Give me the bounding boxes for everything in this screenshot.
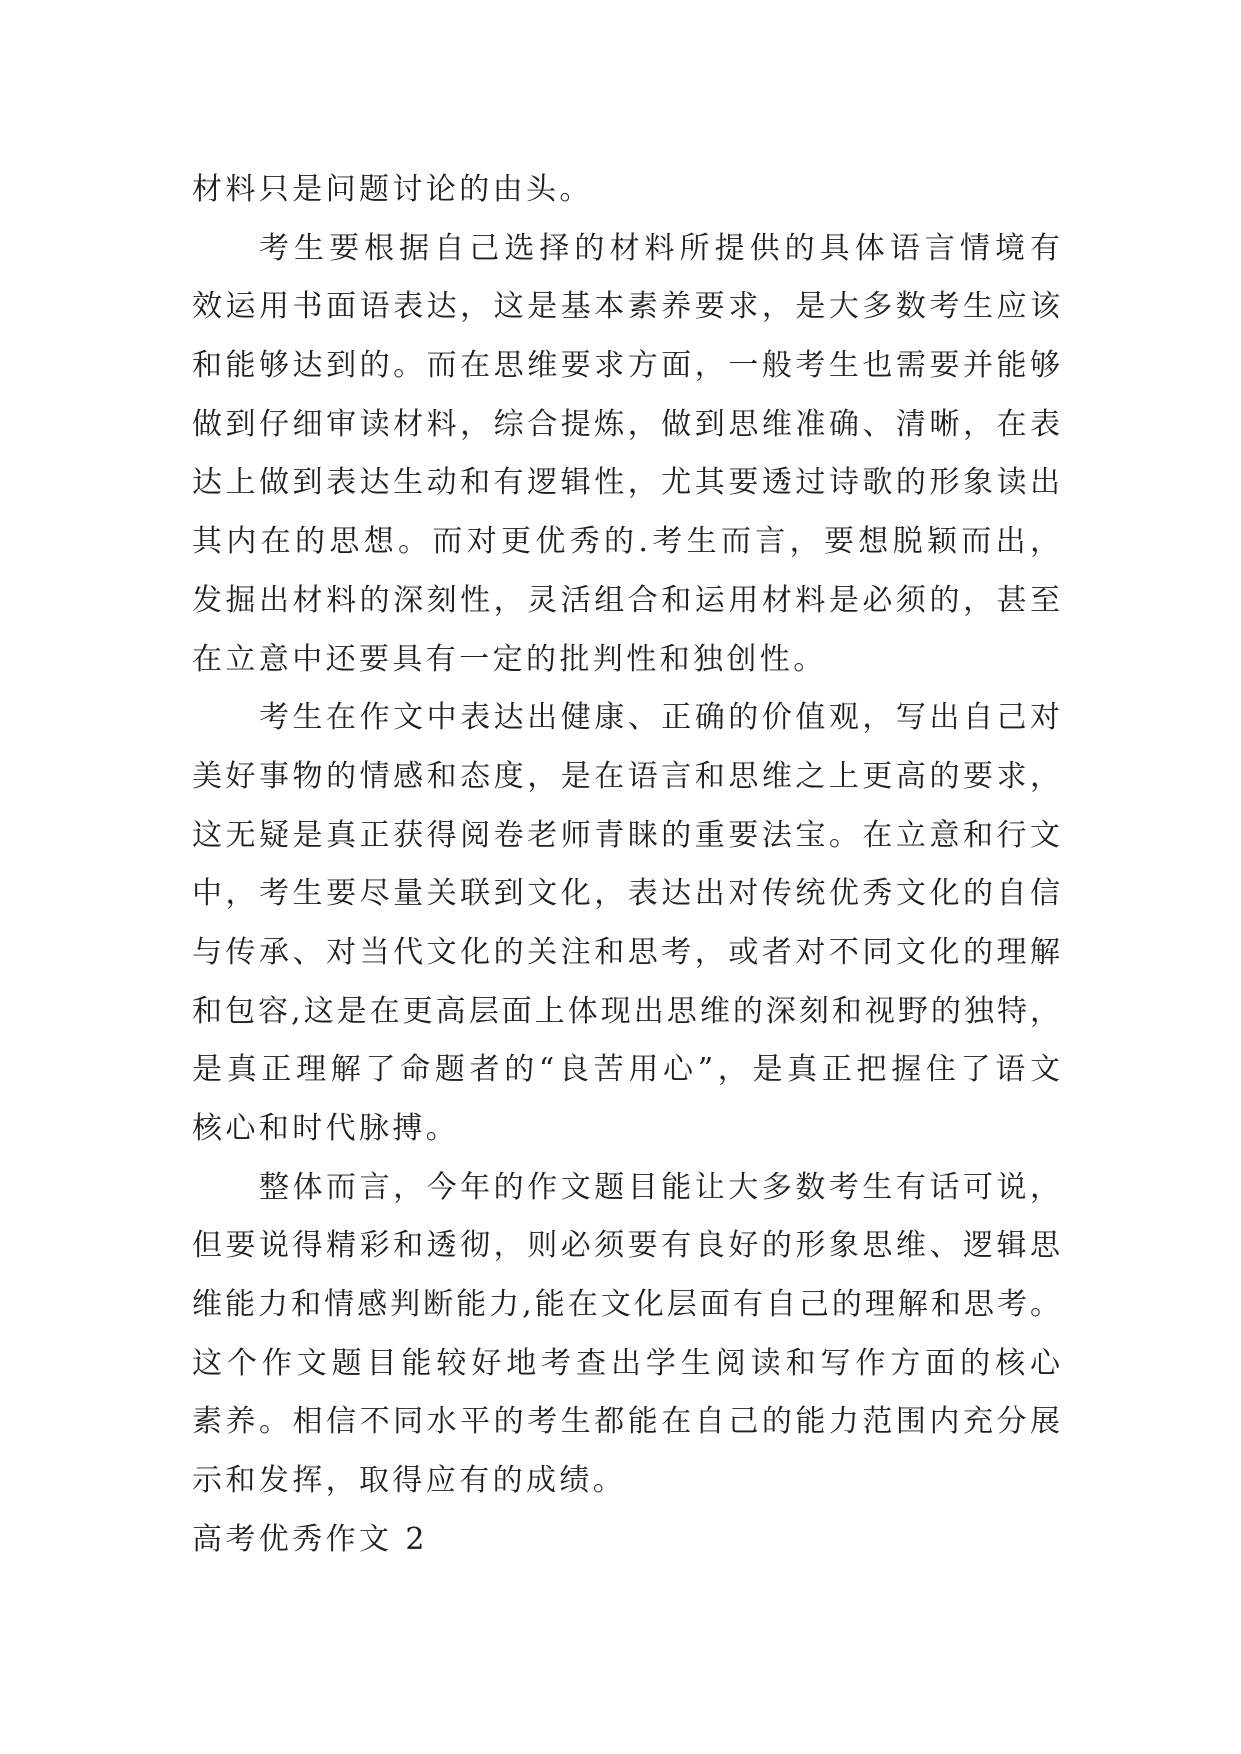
text-line: 效运用书面语表达，这是基本素养要求，是大多数考生应该 <box>192 289 1060 325</box>
paragraph-container <box>192 220 1060 1511</box>
text-line: 这无疑是真正获得阅卷老师青睐的重要法宝。在立意和行文 <box>192 817 1060 853</box>
text-line: 达上做到表达生动和有逻辑性，尤其要透过诗歌的形象读出 <box>192 465 1060 501</box>
text-line: 中，考生要尽量关联到文化，表达出对传统优秀文化的自信 <box>192 876 1060 912</box>
continuation-line: 材料只是问题讨论的由头。 <box>192 172 593 207</box>
text-line: 发掘出材料的深刻性，灵活组合和运用材料是必须的，甚至 <box>192 582 1060 618</box>
paragraph <box>192 689 1060 1159</box>
text-line: 其内在的思想。而对更优秀的.考生而言，要想脱颖而出， <box>192 524 1060 560</box>
text-line: 与传承、对当代文化的关注和思考，或者对不同文化的理解 <box>192 934 1060 970</box>
text-line: 核心和时代脉搏。 <box>192 1111 460 1146</box>
paragraph-first-line: 整体而言，今年的作文题目能让大多数考生有话可说， <box>259 1169 1060 1205</box>
text-line: 维能力和情感判断能力,能在文化层面有自己的理解和思考。 <box>192 1287 1060 1323</box>
text-line: 做到仔细审读材料，综合提炼，做到思维准确、清晰，在表 <box>192 406 1060 442</box>
text-line: 素养。相信不同水平的考生都能在自己的能力范围内充分展 <box>192 1404 1060 1440</box>
text-line: 但要说得精彩和透彻，则必须要有良好的形象思维、逻辑思 <box>192 1228 1060 1264</box>
paragraph <box>192 220 1060 690</box>
text-line: 这个作文题目能较好地考查出学生阅读和写作方面的核心 <box>192 1345 1060 1381</box>
text-line: 和包容,这是在更高层面上体现出思维的深刻和视野的独特， <box>192 993 1060 1029</box>
text-line: 在立意中还要具有一定的批判性和独创性。 <box>192 641 827 677</box>
paragraph <box>192 1159 1060 1511</box>
document-body <box>192 161 1060 1570</box>
text-line: 示和发挥，取得应有的成绩。 <box>192 1463 627 1499</box>
text-line: 美好事物的情感和态度，是在语言和思维之上更高的要求， <box>192 758 1060 794</box>
paragraph-first-line: 考生要根据自己选择的材料所提供的具体语言情境有 <box>259 230 1060 266</box>
section-heading: 高考优秀作文 2 <box>192 1521 428 1557</box>
paragraph-first-line: 考生在作文中表达出健康、正确的价值观，写出自己对 <box>259 700 1060 736</box>
text-line: 和能够达到的。而在思维要求方面，一般考生也需要并能够 <box>192 348 1060 384</box>
text-line: 是真正理解了命题者的“良苦用心”，是真正把握住了语文 <box>192 1052 1060 1088</box>
